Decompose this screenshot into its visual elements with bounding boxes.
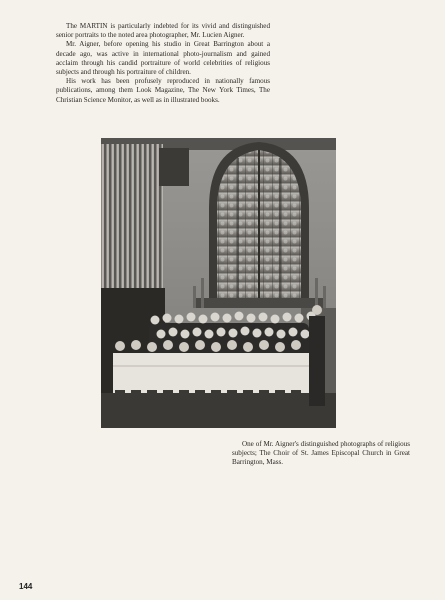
caption-text: One of Mr. Aigner's distinguished photographs of religious subjects; The Choir of St. James Episcopal Church in Great Barrington, Mass.	[232, 440, 410, 467]
photo-caption	[232, 440, 410, 468]
page-number: 144	[19, 582, 33, 591]
choir-photograph	[101, 138, 336, 428]
article-text	[56, 22, 270, 105]
article-paragraph: His work has been profusely reproduced in nationally famous publications, among them Look Magazine, The New York Times, The Christian Science Monitor, as well as in illustrated books.	[56, 77, 270, 104]
article-paragraph: Mr. Aigner, before opening his studio in Great Barrington about a decade ago, was active in international photo-journalism and gained acclaim through his candid portraiture of world celebrities of religious subjects and through his portraiture of children.	[56, 40, 270, 77]
choir-photo-image	[101, 138, 336, 428]
article-paragraph: The MARTIN is particularly indebted for its vivid and distinguished senior portraits to the noted area photographer, Mr. Lucien Aigner.	[56, 22, 270, 40]
